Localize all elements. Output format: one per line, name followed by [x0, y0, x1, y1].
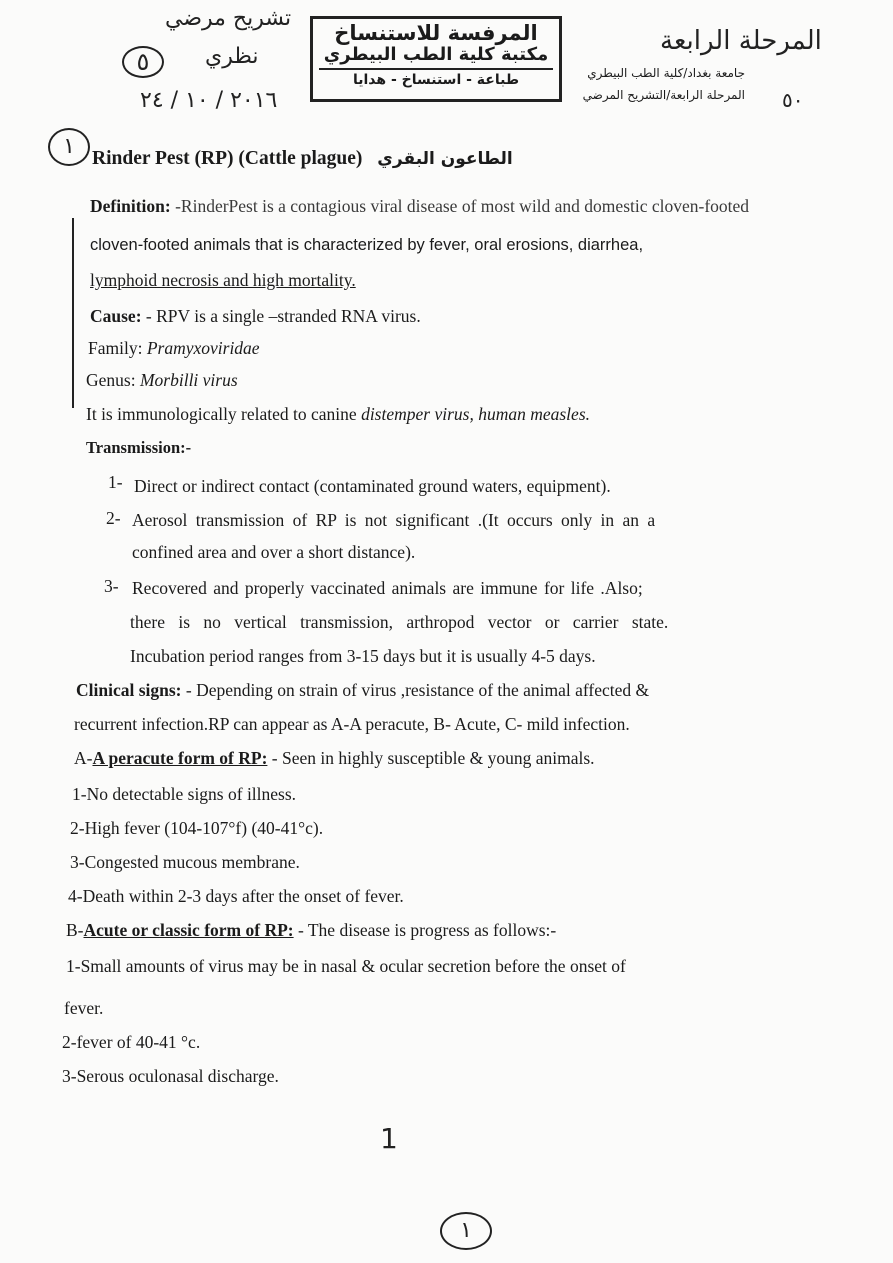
acute-text: - The disease is progress as follows:- — [293, 920, 557, 940]
family-value: Pramyxoviridae — [146, 338, 260, 358]
clinical-line1 — [76, 680, 649, 701]
definition-line1 — [90, 196, 749, 217]
peracute-heading — [74, 748, 595, 769]
page-marker-circle: ١ — [48, 128, 90, 166]
acute-heading — [66, 920, 556, 941]
library-stamp — [310, 16, 562, 102]
transmission-item2-num: 2- — [106, 508, 121, 528]
family-line — [88, 338, 260, 359]
definition-line3: lymphoid necrosis and high mortality. — [90, 270, 356, 290]
genus-value: Morbilli virus — [139, 370, 238, 390]
acute-item2: 2-fever of 40-41 °c. — [62, 1032, 201, 1052]
cause-line — [90, 306, 421, 327]
definition-line2: cloven-footed animals that is characterized by fever, oral erosions, diarrhea, — [90, 236, 644, 254]
genus-label: Genus: — [86, 370, 140, 390]
stamp-line1: المرفسة للاستنساخ — [334, 21, 538, 45]
stamp-line2: مكتبة كلية الطب البيطري — [323, 44, 549, 66]
definition-label: Definition: — [90, 196, 171, 216]
genus-line — [86, 370, 238, 391]
handwritten-mark: ٥٠ — [782, 88, 804, 112]
title-english: Rinder Pest (RP) (Cattle plague) — [92, 148, 363, 169]
acute-item1-cont: fever. — [64, 998, 104, 1018]
peracute-item4: 4-Death within 2-3 days after the onset of fever. — [68, 886, 404, 906]
definition-text1: -RinderPest is a contagious viral disease of most wild and domestic cloven-footed — [170, 196, 750, 216]
acute-item3: 3-Serous oculonasal discharge. — [62, 1066, 279, 1086]
acute-prefix: B- — [66, 920, 84, 940]
peracute-item2: 2-High fever (104-107°f) (40-41°c). — [70, 818, 324, 838]
peracute-prefix: A- — [74, 748, 93, 768]
transmission-heading: Transmission:- — [86, 438, 192, 457]
handwritten-subject: تشريح مرضي — [165, 6, 292, 31]
page-number: 1 — [380, 1122, 398, 1155]
transmission-item3-line1: Recovered and properly vaccinated animals are immune for life .Also; — [132, 578, 643, 598]
transmission-item3-line2: there is no vertical transmission, arthropod vector or carrier state. — [130, 612, 669, 632]
acute-label: Acute or classic form of RP: — [83, 920, 294, 940]
handwritten-lecture-no: ٥ — [122, 46, 164, 78]
related-line — [86, 404, 590, 425]
page-title — [92, 148, 513, 170]
transmission-item2-line2: confined area and over a short distance). — [132, 542, 416, 562]
stamp-line3: طباعة - استنساخ - هدايا — [319, 68, 553, 88]
handwritten-date: ٢٠١٦ / ١٠ / ٢٤ — [140, 88, 278, 113]
cause-label: Cause: — [90, 306, 142, 326]
family-label: Family: — [88, 338, 147, 358]
transmission-item2-line1: Aerosol transmission of RP is not significant .(It occurs only in an a — [132, 510, 656, 530]
peracute-item3: 3-Congested mucous membrane. — [70, 852, 300, 872]
handwritten-type: نظري — [205, 44, 259, 69]
peracute-item1: 1-No detectable signs of illness. — [72, 784, 297, 804]
clinical-text1: - Depending on strain of virus ,resistance of the animal affected & — [181, 680, 650, 700]
transmission-item3-line3: Incubation period ranges from 3-15 days but it is usually 4-5 days. — [130, 646, 596, 666]
title-arabic: الطاعون البقري — [377, 149, 513, 169]
transmission-item1-num: 1- — [108, 472, 123, 492]
printed-header-line1: جامعة بغداد/كلية الطب البيطري — [587, 66, 745, 80]
peracute-label: A peracute form of RP: — [92, 748, 268, 768]
definition-bracket — [72, 218, 82, 408]
printed-header-line2: المرحلة الرابعة/التشريح المرضي — [582, 88, 745, 102]
related-viruses: distemper virus, human measles. — [361, 404, 590, 424]
peracute-text: - Seen in highly susceptible & young animals. — [267, 748, 595, 768]
clinical-label: Clinical signs: — [76, 680, 182, 700]
cause-text: - RPV is a single –stranded RNA virus. — [141, 306, 421, 326]
clinical-line2: recurrent infection.RP can appear as A-A peracute, B- Acute, C- mild infection. — [74, 714, 630, 734]
page-number-circle: ١ — [440, 1212, 492, 1250]
acute-item1: 1-Small amounts of virus may be in nasal & ocular secretion before the onset of — [66, 956, 626, 976]
handwritten-stage: المرحلة الرابعة — [660, 26, 822, 56]
related-text: It is immunologically related to canine — [86, 404, 362, 424]
transmission-item1-line1: Direct or indirect contact (contaminated ground waters, equipment). — [134, 476, 611, 496]
transmission-item3-num: 3- — [104, 576, 119, 596]
